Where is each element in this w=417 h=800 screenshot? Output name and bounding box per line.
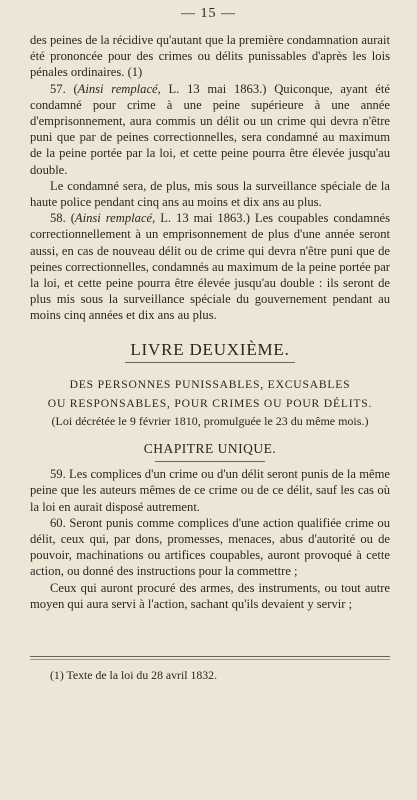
article-58 [30, 210, 390, 323]
decree-note: (Loi décrétée le 9 février 1810, promulguée le 23 du même mois.) [51, 413, 369, 428]
page-body [30, 32, 390, 612]
chapter-title: CHAPITRE UNIQUE. [143, 441, 277, 457]
footnote-rule [30, 656, 390, 657]
article-58-amendment: Ainsi remplacé [74, 211, 153, 226]
book-title-rule [125, 362, 295, 363]
book-title: LIVRE DEUXIÈME. [130, 339, 290, 359]
article-57-text: , L. 13 mai 1863.) Quiconque, ayant été condamné pour crime à une peine supérieure à une année d'emprisonnement, aura commis un délit ou un crime qui devra n'être puni que par de peines correctionnelles, sera condamné au maximum de la peine portée par la loi, et cette peine pourra être élevée jusqu'au double. [30, 81, 390, 177]
article-58-number: 58. ( [50, 211, 75, 226]
article-57 [30, 81, 390, 178]
page-number: — 15 — [181, 6, 236, 21]
article-57-amendment: Ainsi remplacé [77, 81, 158, 96]
book-subtitle-line2: OU RESPONSABLES, POUR CRIMES OU POUR DÉLITS. [47, 396, 373, 410]
book-subtitle-line1: DES PERSONNES PUNISSABLES, EXCUSABLES [69, 377, 351, 391]
paragraph-recidive-end: des peines de la récidive qu'autant que la première condamnation aurait été prononcée pour des crimes ou délits punissables d'après les lois pénales ordinaires. (1) [30, 33, 390, 80]
article-59: 59. Les complices d'un crime ou d'un délit seront punis de la même peine que les auteurs mêmes de ce crime ou de ce délit, sauf les cas où la loi en aurait disposé autrement. [30, 467, 390, 514]
article-58-text: , L. 13 mai 1863.) Les coupables condamnés correctionnellement à un emprisonnement de plus d'une année seront aussi, en cas de nouveau délit ou de crime qui devra n'être puni que de peines correctionnelles, condamnés au maximum de la peine portée par la loi, et cette peine pourra être élevée jusqu'au double : ils seront de plus mis sous la surveillance spéciale du gouvernement pendant au moins cinq années et dix ans au plus. [30, 211, 390, 323]
footnote-rule-secondary [30, 659, 390, 660]
article-57-number: 57. ( [50, 81, 78, 96]
article-60: 60. Seront punis comme complices d'une action qualifiée crime ou délit, ceux qui, par dons, promesses, menaces, abus d'autorité ou de pouvoir, machinations ou artifices coupables, auront provoqué à cette action, ou donné des instructions pour la commettre ; [30, 515, 390, 579]
book-subtitle [30, 375, 390, 413]
article-57-surveillance: Le condamné sera, de plus, mis sous la surveillance spéciale de la haute police pendant cinq ans au moins et dix ans au plus. [30, 178, 390, 210]
article-60-continued: Ceux qui auront procuré des armes, des instruments, ou tout autre moyen qui aura servi à l'action, sachant qu'ils devaient y servir ; [30, 580, 390, 611]
footnote: (1) Texte de la loi du 28 avril 1832. [50, 668, 218, 682]
chapter-title-rule [155, 461, 265, 462]
